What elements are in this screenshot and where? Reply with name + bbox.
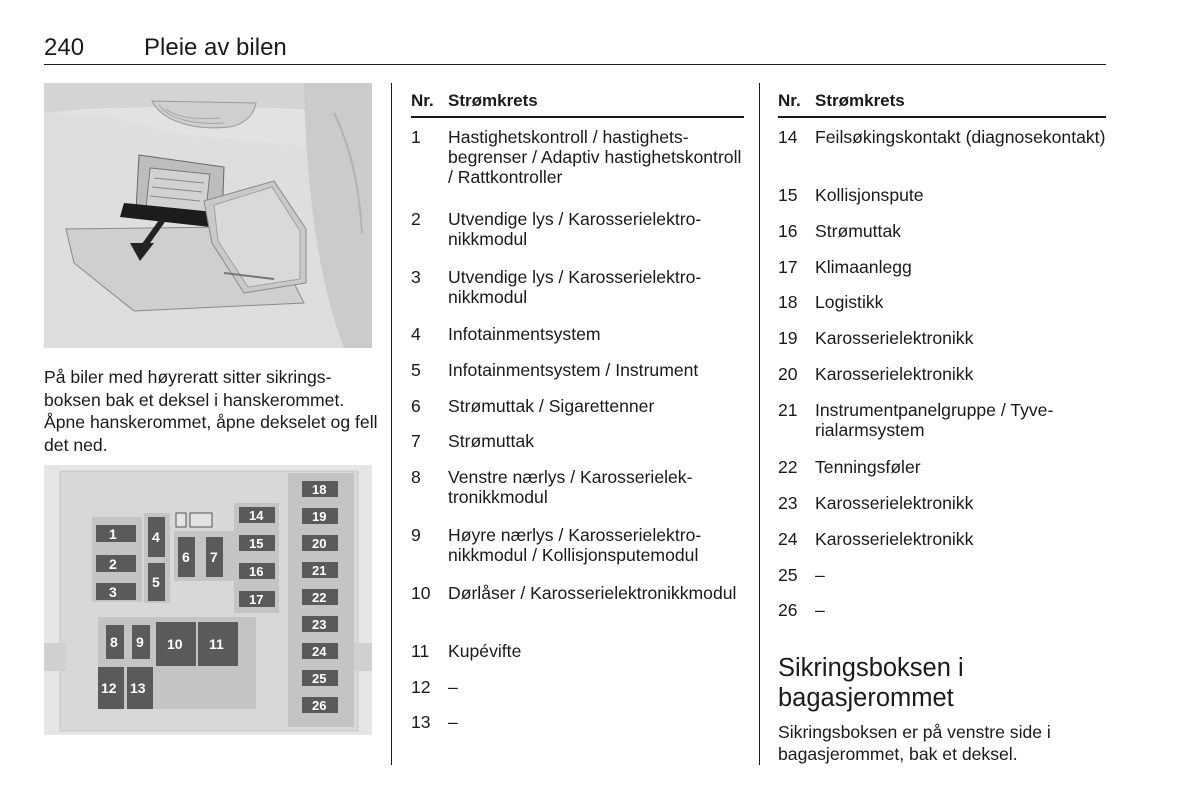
header-nr: Nr.	[411, 91, 434, 110]
svg-text:21: 21	[312, 563, 327, 578]
svg-text:23: 23	[312, 617, 327, 632]
row-number: 6	[411, 396, 421, 416]
intro-paragraph: På biler med høyreratt sitter sikringsboksen bak et deksel i hanskerommet. Åpne hanskerommet, åpne dekselet og fell det ned.	[44, 367, 378, 455]
fuse-6	[178, 537, 195, 577]
svg-text:11: 11	[209, 636, 224, 652]
row-number: 1	[411, 127, 421, 147]
row-description: –	[448, 677, 458, 697]
row-description: Logistikk	[815, 292, 884, 312]
page-number: 240	[44, 34, 85, 61]
row-number: 7	[411, 431, 421, 451]
fuse-8	[106, 625, 124, 659]
table-header	[411, 86, 744, 118]
fuse-25	[302, 670, 338, 686]
fuse-table-left	[411, 86, 744, 746]
row-number: 18	[778, 292, 798, 312]
fuse-2	[96, 555, 136, 572]
fuse-5	[148, 563, 165, 601]
row-description: Karosserielektronikk	[815, 529, 974, 549]
fuse-3	[96, 583, 136, 600]
fuse-17	[239, 591, 275, 607]
page-header	[44, 34, 1106, 65]
svg-text:4: 4	[152, 529, 160, 545]
svg-text:9: 9	[136, 634, 144, 650]
row-number: 12	[411, 677, 431, 697]
fuse-18	[302, 481, 338, 497]
fuse-10	[156, 622, 196, 666]
row-number: 26	[778, 600, 798, 620]
header-circuit: Strømkrets	[448, 91, 538, 110]
section-paragraph: Sikringsboksen er på venstre side i bagasjerommet, bak et deksel.	[778, 722, 1051, 764]
fuse-12	[98, 667, 124, 709]
column-divider-1	[391, 83, 392, 765]
row-number: 22	[778, 457, 798, 477]
row-description: Kupévifte	[448, 641, 522, 661]
row-description: Utvendige lys / Karosserielektronikkmodul	[448, 209, 702, 249]
svg-text:6: 6	[182, 549, 190, 565]
row-number: 17	[778, 257, 798, 277]
row-description: –	[815, 565, 825, 585]
svg-text:13: 13	[130, 680, 146, 696]
row-description: –	[815, 600, 825, 620]
row-description: Kollisjonspute	[815, 185, 924, 205]
row-description: Infotainmentsystem	[448, 324, 601, 344]
row-number: 24	[778, 529, 798, 549]
fuse-26	[302, 697, 338, 713]
row-number: 11	[411, 641, 430, 661]
svg-text:25: 25	[312, 671, 327, 686]
glovebox-illustration-svg	[44, 83, 372, 348]
row-description: Høyre nærlys / Karosserielektronikkmodul / Kollisjonsputemodul	[448, 525, 702, 565]
row-description: Karosserielektronikk	[815, 328, 974, 348]
page-title: Pleie av bilen	[144, 34, 287, 61]
row-description: Utvendige lys / Karosserielektronikkmodul	[448, 267, 702, 307]
fuse-table-right	[778, 86, 1111, 626]
row-number: 14	[778, 127, 798, 147]
row-number: 2	[411, 209, 421, 229]
svg-text:24: 24	[312, 644, 327, 659]
row-description: Dørlåser / Karosserielektronikkmodul	[448, 583, 737, 603]
fuse-19	[302, 508, 338, 524]
svg-text:14: 14	[249, 508, 264, 523]
row-description: Tenningsføler	[815, 457, 921, 477]
fuse-16	[239, 563, 275, 579]
fuse-11	[198, 622, 238, 666]
row-number: 19	[778, 328, 798, 348]
svg-text:19: 19	[312, 509, 327, 524]
row-number: 20	[778, 364, 798, 384]
row-number: 15	[778, 185, 798, 205]
row-description: –	[448, 712, 458, 732]
fuse-21	[302, 562, 338, 578]
svg-text:5: 5	[152, 574, 160, 590]
svg-text:18: 18	[312, 482, 327, 497]
row-number: 5	[411, 360, 421, 380]
svg-text:16: 16	[249, 564, 264, 579]
header-nr: Nr.	[778, 91, 801, 110]
svg-text:22: 22	[312, 590, 327, 605]
row-number: 8	[411, 467, 421, 487]
row-description: Infotainmentsystem / Instrument	[448, 360, 699, 380]
svg-text:1: 1	[109, 526, 117, 542]
row-number: 4	[411, 324, 421, 344]
fuse-box-svg	[44, 465, 372, 735]
row-description: Feilsøkingskontakt (diagnosekontakt)	[815, 127, 1106, 147]
fuse-20	[302, 535, 338, 551]
row-number: 13	[411, 712, 431, 732]
fuse-7	[206, 537, 223, 577]
row-number: 25	[778, 565, 798, 585]
svg-text:10: 10	[167, 636, 183, 652]
row-description: Klimaanlegg	[815, 257, 912, 277]
svg-text:26: 26	[312, 698, 327, 713]
row-description: Venstre nærlys / Karosserielektronikkmodul	[448, 467, 693, 507]
row-description: Hastighetskontroll / hastighetsbegrenser / Adaptiv hastighetskontroll / Rattkontroller	[448, 127, 742, 187]
row-description: Instrumentpanelgruppe / Tyverialarmsystem	[815, 400, 1054, 440]
row-number: 10	[411, 583, 431, 603]
header-circuit: Strømkrets	[815, 91, 905, 110]
svg-text:8: 8	[110, 634, 118, 650]
fuse-14	[239, 507, 275, 523]
fuse-box-diagram	[44, 465, 372, 735]
fuse-23	[302, 616, 338, 632]
row-number: 9	[411, 525, 421, 545]
fuse-15	[239, 535, 275, 551]
svg-text:2: 2	[109, 556, 117, 572]
column-divider-2	[759, 83, 760, 765]
svg-text:17: 17	[249, 592, 264, 607]
row-number: 3	[411, 267, 421, 287]
svg-text:15: 15	[249, 536, 264, 551]
svg-text:20: 20	[312, 536, 327, 551]
row-number: 21	[778, 400, 798, 420]
row-description: Karosserielektronikk	[815, 364, 974, 384]
svg-text:3: 3	[109, 584, 117, 600]
row-description: Strømuttak	[448, 431, 535, 451]
section-heading: Sikringsboksen i bagasjerommet	[778, 654, 964, 712]
fuse-13	[127, 667, 153, 709]
table-header	[778, 86, 1106, 118]
row-number: 16	[778, 221, 798, 241]
svg-text:12: 12	[101, 680, 117, 696]
fuse-22	[302, 589, 338, 605]
fuse-24	[302, 643, 338, 659]
fuse-9	[132, 625, 150, 659]
row-number: 23	[778, 493, 798, 513]
row-description: Strømuttak / Sigarettenner	[448, 396, 655, 416]
row-description: Strømuttak	[815, 221, 902, 241]
fuse-4	[148, 517, 165, 557]
svg-text:7: 7	[210, 549, 218, 565]
fuse-1	[96, 525, 136, 542]
row-description: Karosserielektronikk	[815, 493, 974, 513]
glovebox-illustration	[44, 83, 372, 348]
